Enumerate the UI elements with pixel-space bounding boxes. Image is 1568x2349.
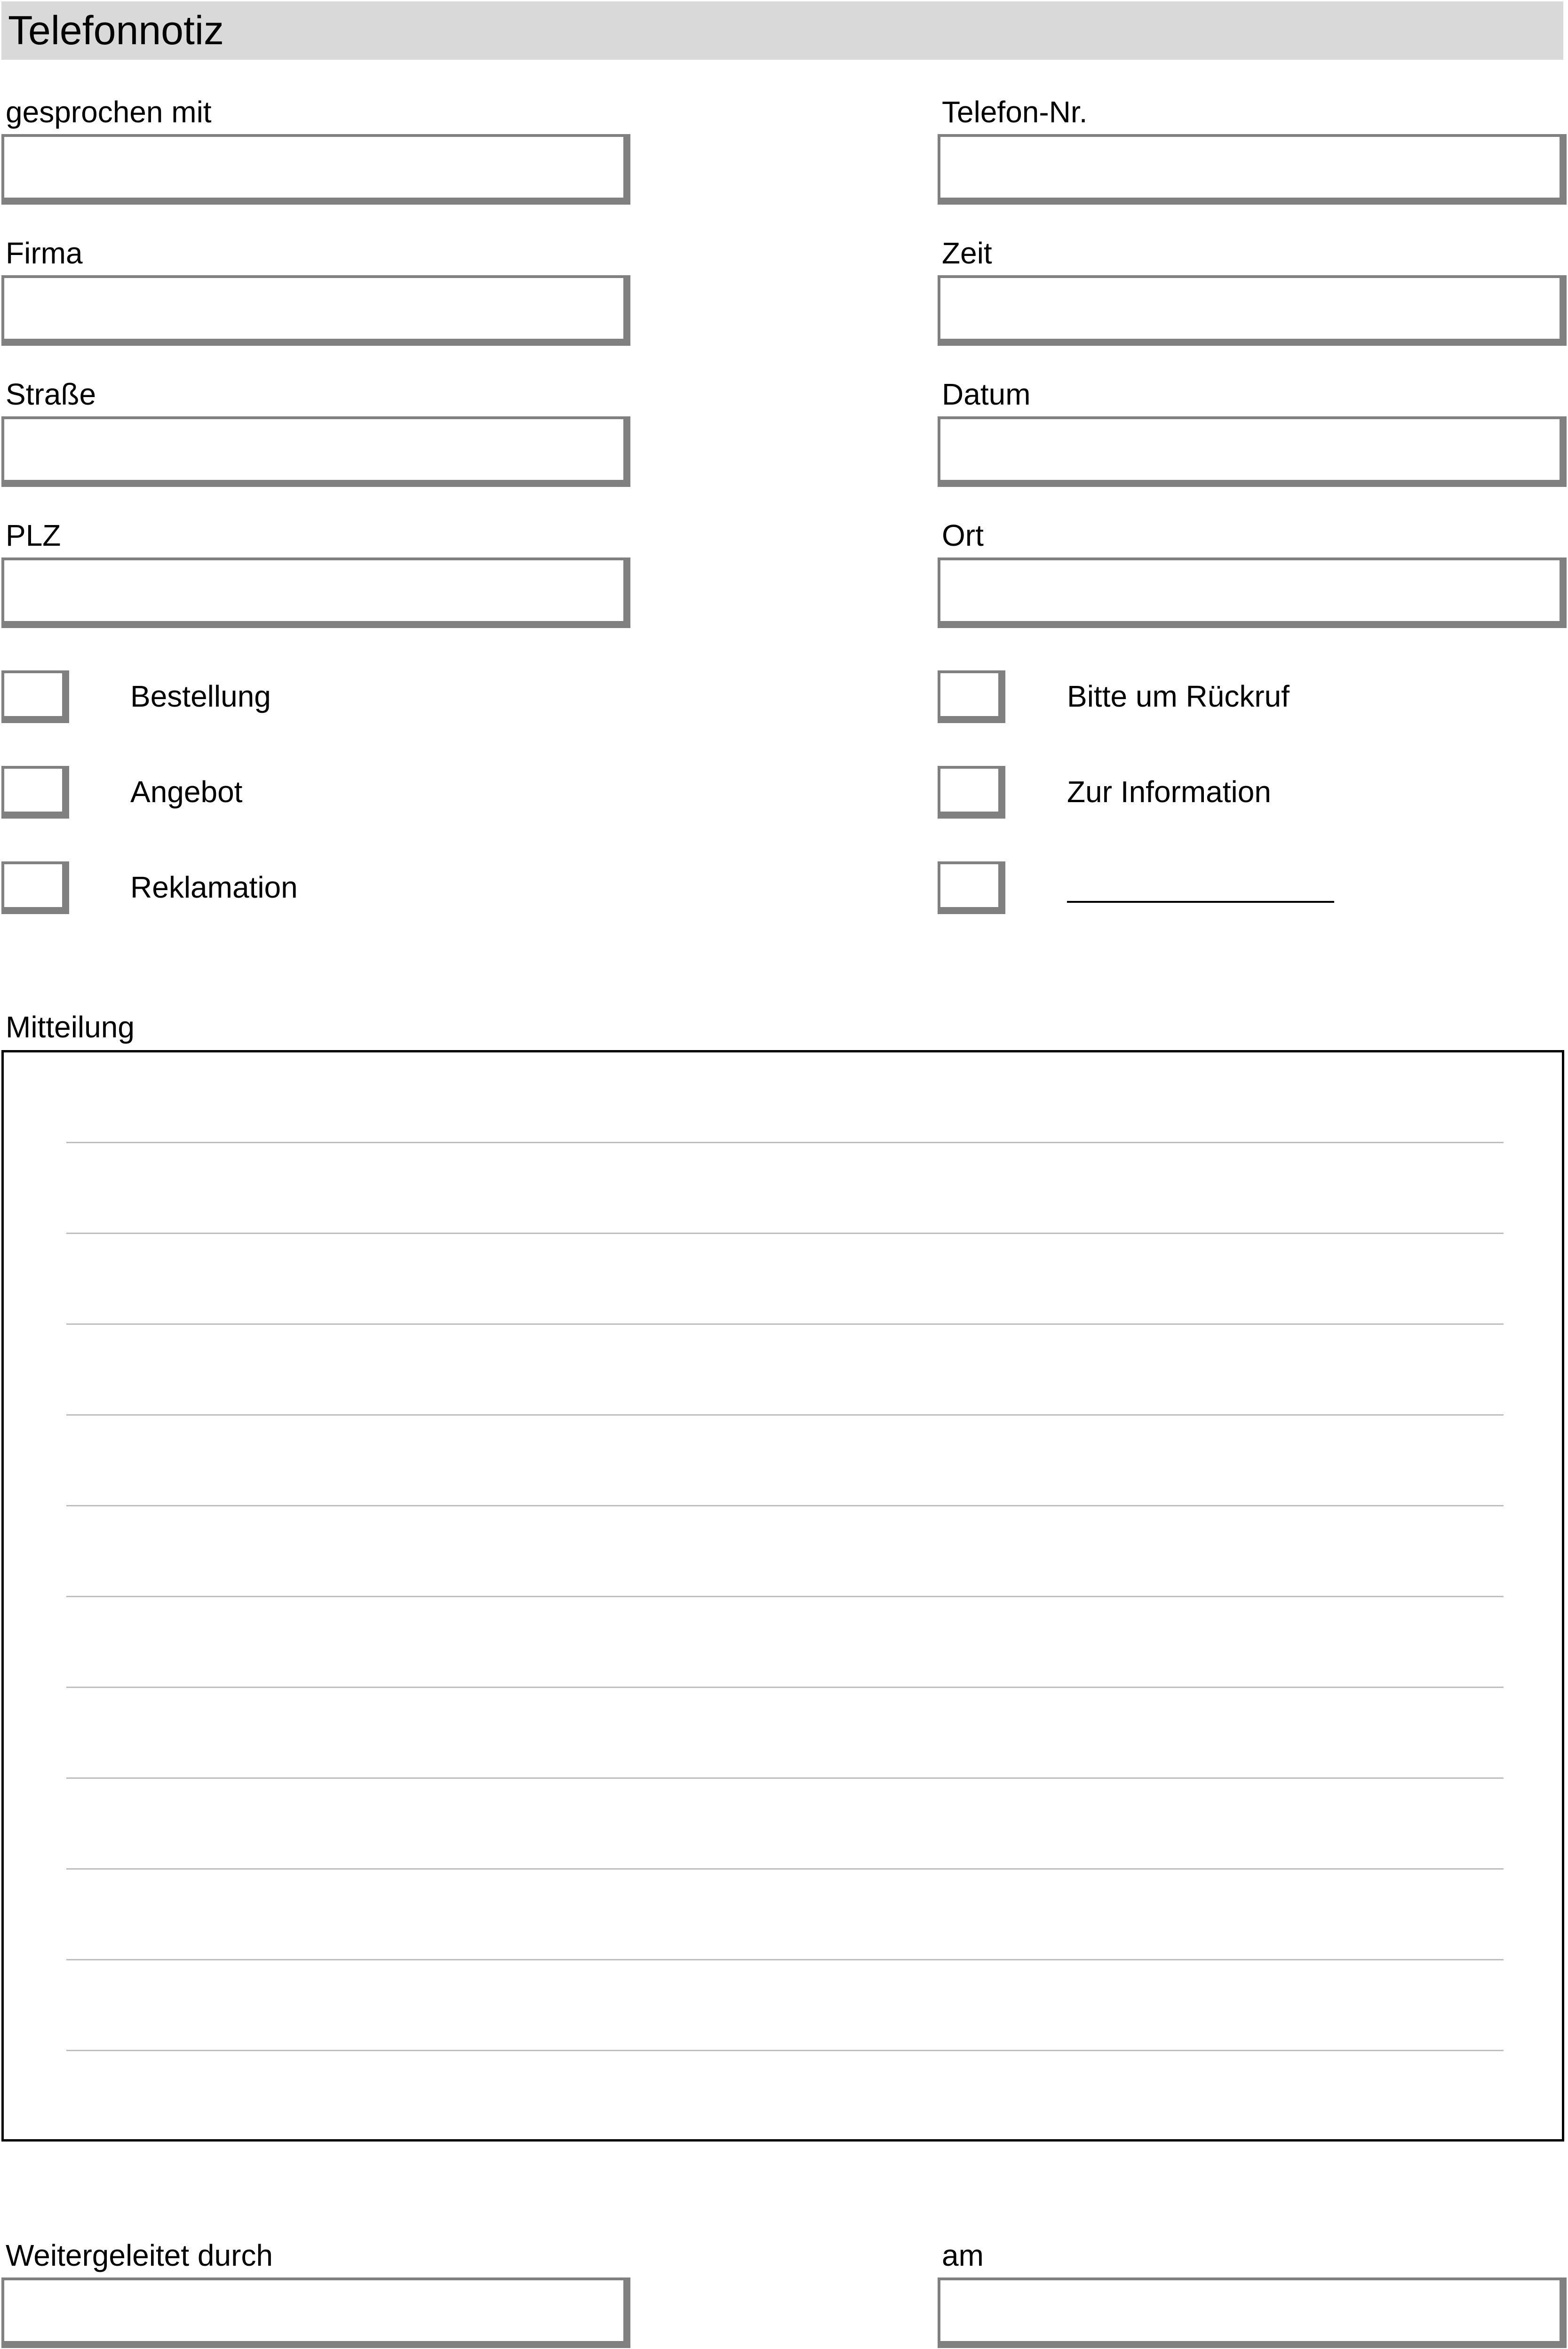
forwarded-by-field	[1, 2277, 630, 2348]
time-input[interactable]	[940, 278, 1560, 339]
message-rule-line	[66, 1142, 1504, 1143]
phone-label: Telefon-Nr.	[942, 95, 1088, 129]
message-box[interactable]	[1, 1050, 1564, 2142]
message-rule-line	[66, 1596, 1504, 1597]
zip-input[interactable]	[4, 560, 623, 621]
forwarded-on-label: am	[942, 2238, 984, 2272]
street-input[interactable]	[4, 419, 623, 480]
forwarded-by-input[interactable]	[4, 2280, 623, 2341]
date-label: Datum	[942, 377, 1031, 411]
phone-input[interactable]	[940, 137, 1560, 198]
company-field	[1, 275, 630, 346]
forwarded-by-label: Weitergeleitet durch	[6, 2238, 273, 2272]
time-field	[938, 275, 1567, 346]
message-rule-line	[66, 1323, 1504, 1325]
message-rule-line	[66, 2050, 1504, 2051]
city-input[interactable]	[940, 560, 1560, 621]
city-field	[938, 557, 1567, 628]
spoken-with-input[interactable]	[4, 137, 623, 198]
date-field	[938, 416, 1567, 487]
zip-field	[1, 557, 630, 628]
offer-checkbox[interactable]	[1, 766, 69, 819]
message-label: Mitteilung	[6, 1010, 135, 1044]
message-rule-line	[66, 1868, 1504, 1870]
message-rule-line	[66, 1687, 1504, 1688]
complaint-checkbox[interactable]	[1, 861, 69, 914]
street-label: Straße	[6, 377, 96, 411]
message-rule-line	[66, 1959, 1504, 1960]
city-label: Ort	[942, 518, 984, 552]
spoken-with-label: gesprochen mit	[6, 95, 212, 129]
message-rule-line	[66, 1505, 1504, 1506]
spoken-with-field	[1, 134, 630, 205]
callback-checkbox-label: Bitte um Rückruf	[1067, 679, 1290, 713]
page-title: Telefonnotiz	[8, 8, 224, 53]
info-checkbox-label: Zur Information	[1067, 775, 1271, 809]
message-rule-line	[66, 1777, 1504, 1779]
info-checkbox[interactable]	[938, 766, 1005, 819]
title-bar	[1, 1, 1563, 60]
zip-label: PLZ	[6, 518, 61, 552]
company-label: Firma	[6, 236, 83, 270]
company-input[interactable]	[4, 278, 623, 339]
date-input[interactable]	[940, 419, 1560, 480]
offer-checkbox-label: Angebot	[130, 775, 243, 809]
complaint-checkbox-label: Reklamation	[130, 870, 298, 904]
street-field	[1, 416, 630, 487]
callback-checkbox[interactable]	[938, 670, 1005, 723]
message-rule-line	[66, 1414, 1504, 1416]
order-checkbox[interactable]	[1, 670, 69, 723]
time-label: Zeit	[942, 236, 992, 270]
order-checkbox-label: Bestellung	[130, 679, 271, 713]
other-label-blank-line	[1067, 901, 1334, 903]
forwarded-on-field	[938, 2277, 1567, 2348]
forwarded-on-input[interactable]	[940, 2280, 1560, 2341]
other-checkbox[interactable]	[938, 861, 1005, 914]
phone-field	[938, 134, 1567, 205]
message-rule-line	[66, 1233, 1504, 1234]
